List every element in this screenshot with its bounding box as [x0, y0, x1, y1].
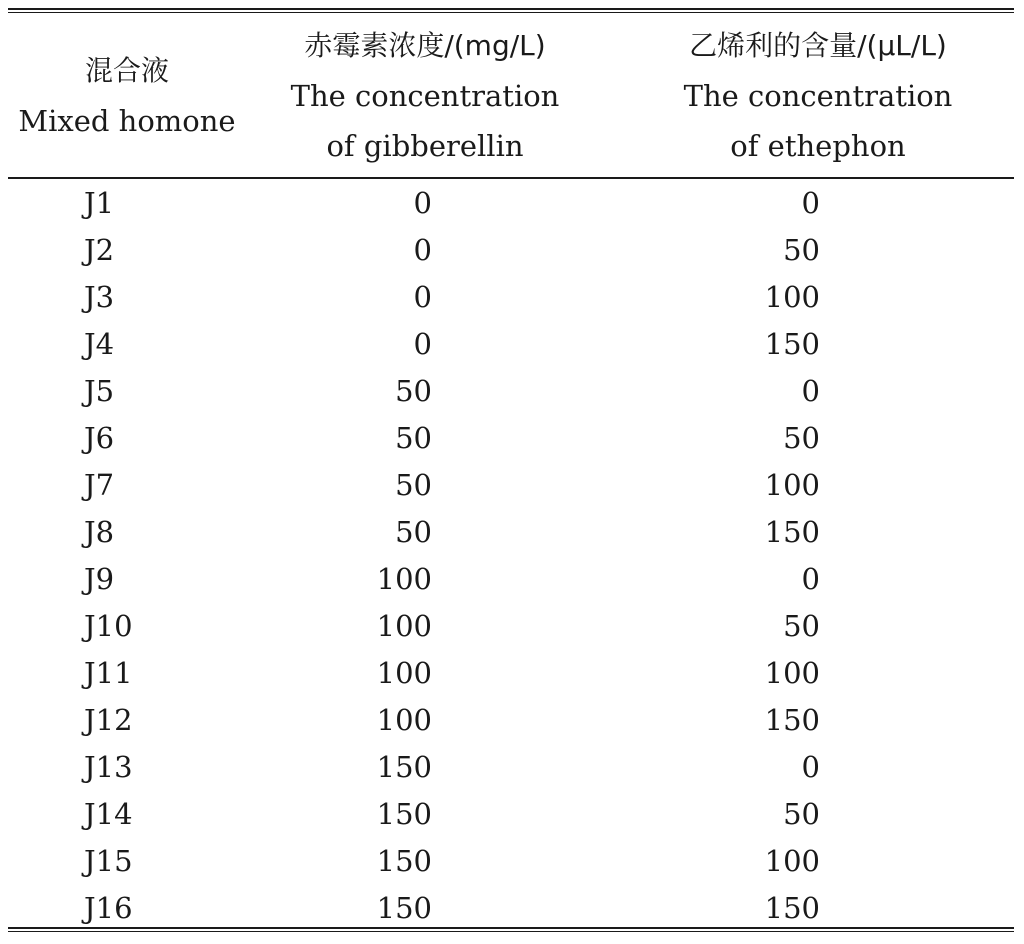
header-ethephon — [628, 18, 1008, 174]
cell-mixture: J11 — [84, 656, 133, 690]
cell-gibberellin: 100 — [376, 609, 432, 643]
cell-ethephon: 50 — [783, 233, 820, 267]
header-ethephon-en2: of ethephon — [730, 129, 906, 163]
cell-ethephon: 100 — [764, 844, 820, 878]
cell-mixture: J15 — [84, 844, 133, 878]
table-row — [8, 555, 1014, 602]
cell-mixture: J8 — [84, 515, 115, 549]
table-row — [8, 837, 1014, 884]
cell-gibberellin: 50 — [395, 515, 432, 549]
cell-mixture: J5 — [84, 374, 115, 408]
cell-ethephon: 0 — [801, 374, 820, 408]
cell-ethephon: 150 — [764, 327, 820, 361]
header-mixture — [8, 18, 246, 174]
table-row — [8, 649, 1014, 696]
header-mixture-zh: 混合液 — [84, 54, 169, 87]
hormone-mixture-table — [8, 0, 1014, 944]
cell-mixture: J2 — [84, 233, 115, 267]
cell-gibberellin: 150 — [376, 750, 432, 784]
header-gibberellin-en1: The concentration — [290, 79, 560, 113]
cell-gibberellin: 50 — [395, 374, 432, 408]
cell-gibberellin: 0 — [413, 186, 432, 220]
cell-mixture: J9 — [84, 562, 115, 596]
cell-ethephon: 50 — [783, 797, 820, 831]
cell-mixture: J7 — [84, 468, 115, 502]
table-row — [8, 696, 1014, 743]
cell-mixture: J10 — [84, 609, 133, 643]
table-row — [8, 179, 1014, 226]
cell-mixture: J6 — [84, 421, 115, 455]
header-gibberellin — [246, 18, 604, 174]
cell-gibberellin: 150 — [376, 797, 432, 831]
table-row — [8, 414, 1014, 461]
header-gibberellin-zh: 赤霉素浓度/(mg/L) — [304, 29, 546, 62]
table-row — [8, 884, 1014, 931]
header-gibberellin-en2: of gibberellin — [326, 129, 524, 163]
cell-mixture: J4 — [84, 327, 115, 361]
table-row — [8, 602, 1014, 649]
cell-ethephon: 150 — [764, 891, 820, 925]
cell-gibberellin: 50 — [395, 421, 432, 455]
top-rule — [8, 8, 1014, 10]
table-row — [8, 461, 1014, 508]
cell-gibberellin: 150 — [376, 844, 432, 878]
table-row — [8, 743, 1014, 790]
cell-mixture: J13 — [84, 750, 133, 784]
cell-mixture: J1 — [84, 186, 115, 220]
cell-ethephon: 100 — [764, 468, 820, 502]
table-body — [8, 179, 1014, 931]
cell-ethephon: 100 — [764, 656, 820, 690]
cell-mixture: J14 — [84, 797, 133, 831]
cell-mixture: J12 — [84, 703, 133, 737]
cell-ethephon: 150 — [764, 515, 820, 549]
top-rule-thin — [8, 12, 1014, 13]
cell-ethephon: 150 — [764, 703, 820, 737]
cell-gibberellin: 100 — [376, 656, 432, 690]
cell-ethephon: 0 — [801, 186, 820, 220]
cell-gibberellin: 150 — [376, 891, 432, 925]
cell-gibberellin: 0 — [413, 327, 432, 361]
cell-ethephon: 100 — [764, 280, 820, 314]
cell-gibberellin: 100 — [376, 703, 432, 737]
cell-gibberellin: 50 — [395, 468, 432, 502]
cell-ethephon: 50 — [783, 609, 820, 643]
bottom-rule-thin — [8, 931, 1014, 932]
cell-gibberellin: 100 — [376, 562, 432, 596]
cell-ethephon: 50 — [783, 421, 820, 455]
bottom-rule — [8, 927, 1014, 929]
cell-mixture: J16 — [84, 891, 133, 925]
cell-gibberellin: 0 — [413, 280, 432, 314]
header-ethephon-en1: The concentration — [683, 79, 953, 113]
table-row — [8, 367, 1014, 414]
cell-gibberellin: 0 — [413, 233, 432, 267]
header-mixture-en: Mixed homone — [18, 104, 236, 138]
header-ethephon-zh: 乙烯利的含量/(μL/L) — [689, 29, 947, 62]
table-row — [8, 226, 1014, 273]
table-row — [8, 273, 1014, 320]
table-row — [8, 790, 1014, 837]
table-row — [8, 508, 1014, 555]
cell-mixture: J3 — [84, 280, 115, 314]
cell-ethephon: 0 — [801, 750, 820, 784]
cell-ethephon: 0 — [801, 562, 820, 596]
table-row — [8, 320, 1014, 367]
